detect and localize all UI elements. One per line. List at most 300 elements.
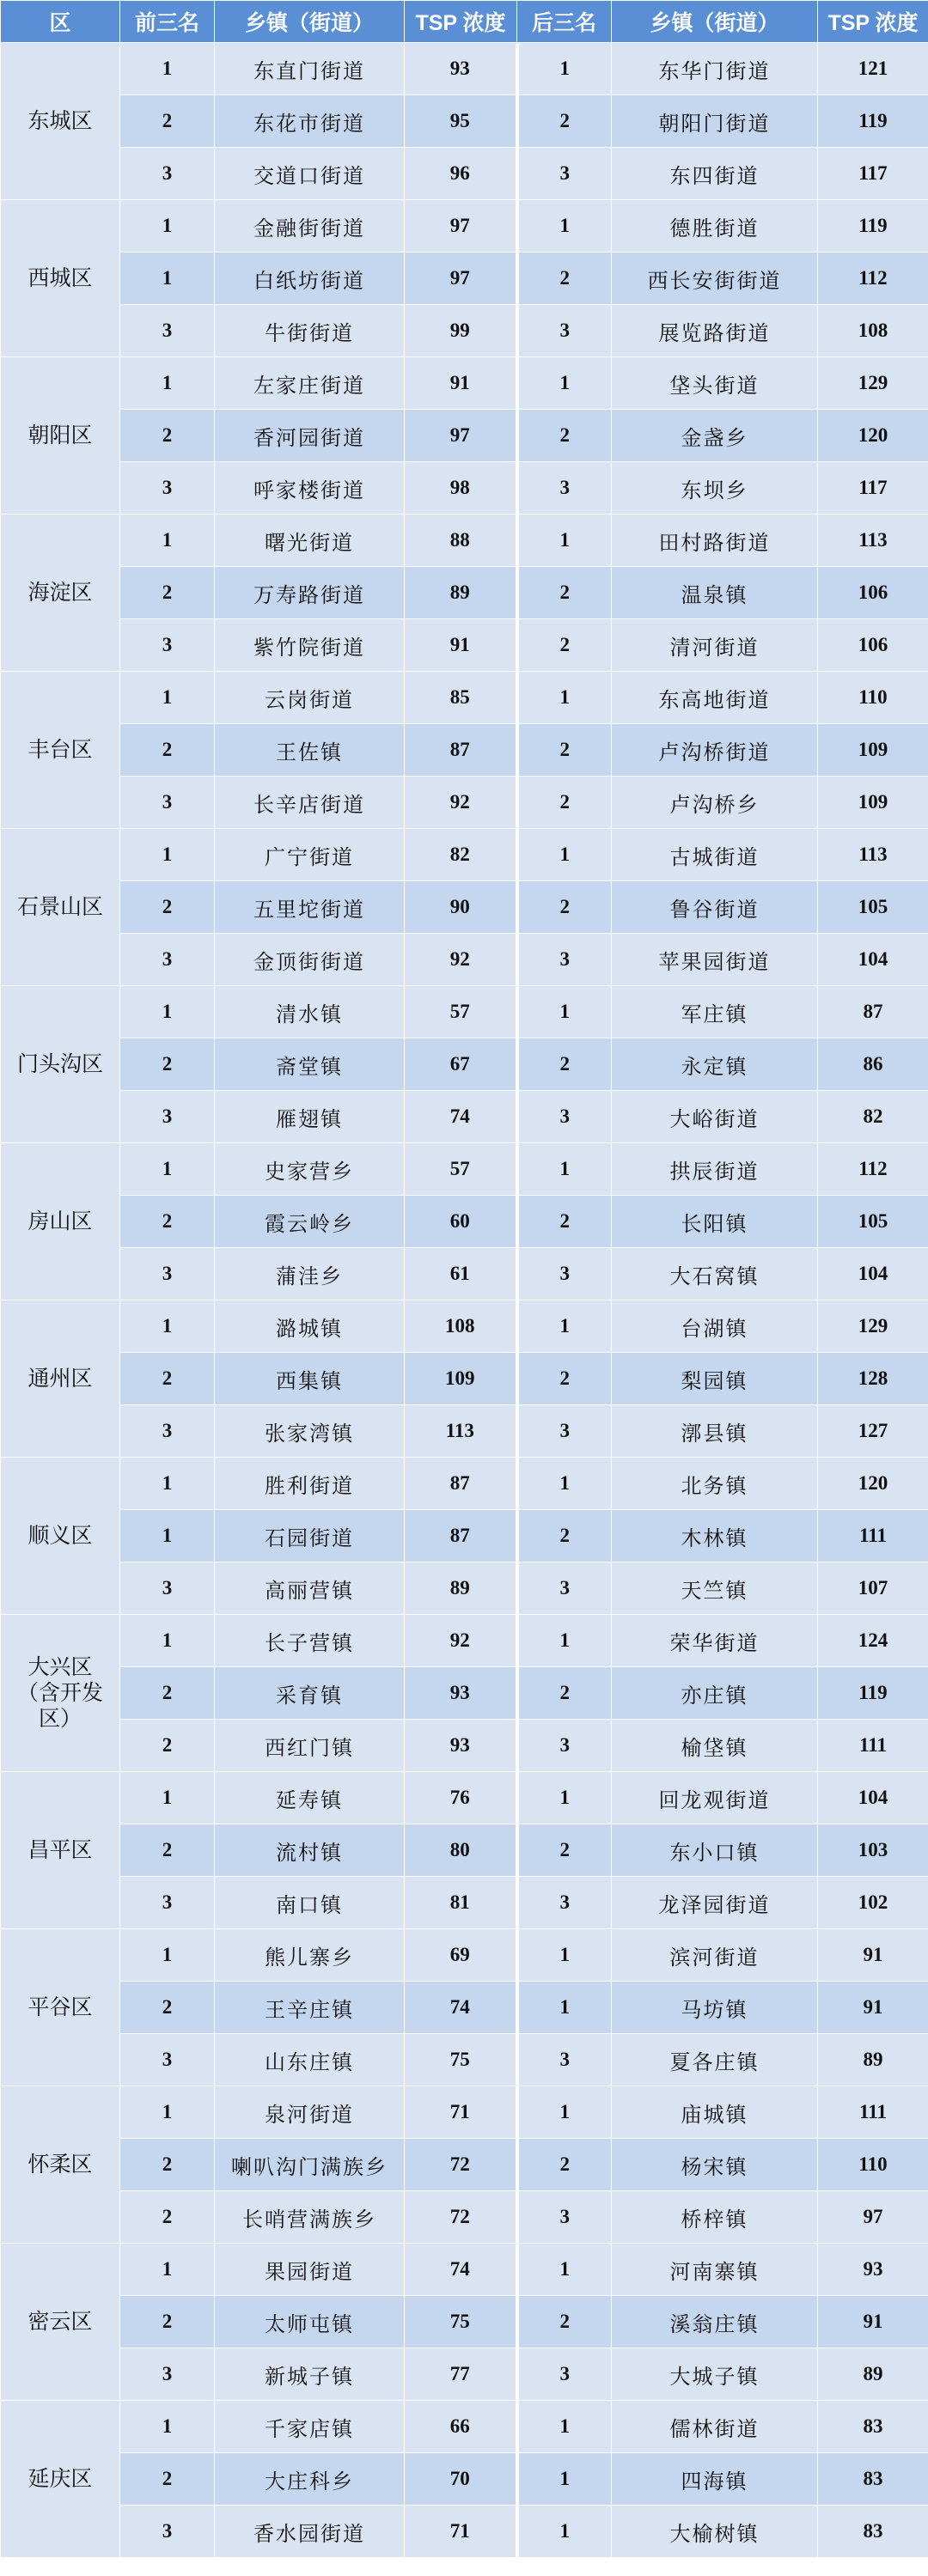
bottom-rank-cell: 2 [517,2139,612,2191]
top-rank-cell: 1 [120,2244,215,2296]
bottom-rank-cell: 3 [517,1720,612,1772]
district-name: 平谷区 [1,1929,120,2086]
top-tsp-cell: 95 [405,95,517,148]
bottom-tsp-cell: 120 [818,410,928,462]
bottom-rank-cell: 1 [517,2086,612,2139]
top-tsp-cell: 96 [405,148,517,200]
top-tsp-cell: 80 [405,1824,517,1877]
top-tsp-cell: 81 [405,1877,517,1929]
top-rank-cell: 2 [120,881,215,934]
top-town-cell: 呼家楼街道 [215,462,405,515]
table-row [1,2191,928,2244]
top-town-cell: 长辛店街道 [215,776,405,829]
top-rank-cell: 3 [120,462,215,515]
bottom-tsp-cell: 91 [818,2296,928,2348]
table-row [1,200,928,253]
top-rank-cell: 3 [120,934,215,986]
bottom-tsp-cell: 112 [818,1143,928,1196]
top-town-cell: 熊儿寨乡 [215,1929,405,1982]
top-town-cell: 白纸坊街道 [215,253,405,305]
bottom-town-cell: 古城街道 [612,829,818,881]
top-rank-cell: 3 [120,1248,215,1300]
top-town-cell: 金顶街街道 [215,934,405,986]
top-town-cell: 流村镇 [215,1824,405,1877]
table-row [1,1353,928,1405]
table-header [1,1,928,43]
top-rank-cell: 1 [120,253,215,305]
bottom-town-cell: 漷县镇 [612,1405,818,1458]
table-row [1,2348,928,2401]
top-town-cell: 西集镇 [215,1353,405,1405]
top-tsp-cell: 66 [405,2401,517,2453]
top-rank-cell: 1 [120,1458,215,1510]
bottom-tsp-cell: 93 [818,2244,928,2296]
top-tsp-cell: 85 [405,672,517,724]
table-row [1,1091,928,1143]
top-tsp-cell: 97 [405,253,517,305]
bottom-tsp-cell: 117 [818,462,928,515]
top-tsp-cell: 74 [405,1982,517,2034]
top-tsp-cell: 76 [405,1772,517,1824]
district-name: 西城区 [1,200,120,357]
top-town-cell: 胜利街道 [215,1458,405,1510]
top-town-cell: 新城子镇 [215,2348,405,2401]
bottom-town-cell: 永定镇 [612,1038,818,1091]
bottom-town-cell: 东华门街道 [612,43,818,95]
table-row [1,1929,928,1982]
bottom-town-cell: 金盏乡 [612,410,818,462]
table-row [1,357,928,410]
table-row [1,1667,928,1720]
bottom-tsp-cell: 111 [818,1720,928,1772]
top-town-cell: 泉河街道 [215,2086,405,2139]
top-rank-cell: 1 [120,200,215,253]
bottom-rank-cell: 1 [517,2506,612,2558]
top-tsp-cell: 87 [405,1510,517,1562]
top-rank-cell: 1 [120,1615,215,1667]
top-rank-cell: 2 [120,724,215,776]
top-tsp-cell: 93 [405,1720,517,1772]
bottom-tsp-cell: 89 [818,2034,928,2086]
district-name: 丰台区 [1,672,120,829]
table-row [1,2034,928,2086]
bottom-rank-cell: 1 [517,1458,612,1510]
table-row [1,724,928,776]
bottom-rank-cell: 3 [517,2034,612,2086]
bottom-tsp-cell: 111 [818,1510,928,1562]
top-rank-cell: 1 [120,1300,215,1353]
bottom-town-cell: 卢沟桥乡 [612,776,818,829]
bottom-tsp-cell: 104 [818,1772,928,1824]
top-town-cell: 五里坨街道 [215,881,405,934]
table-row [1,776,928,829]
table-row [1,253,928,305]
top-tsp-cell: 71 [405,2506,517,2558]
bottom-rank-cell: 2 [517,1353,612,1405]
top-rank-cell: 3 [120,1405,215,1458]
bottom-town-cell: 大城子镇 [612,2348,818,2401]
bottom-tsp-cell: 109 [818,724,928,776]
top-tsp-cell: 109 [405,1353,517,1405]
bottom-rank-cell: 2 [517,776,612,829]
table-body [1,43,928,2558]
top-town-cell: 雁翅镇 [215,1091,405,1143]
top-tsp-cell: 82 [405,829,517,881]
table-row [1,2453,928,2506]
bottom-rank-cell: 1 [517,2244,612,2296]
bottom-rank-cell: 1 [517,1982,612,2034]
top-tsp-cell: 57 [405,986,517,1038]
bottom-town-cell: 四海镇 [612,2453,818,2506]
top-town-cell: 蒲洼乡 [215,1248,405,1300]
top-tsp-cell: 91 [405,619,517,672]
top-town-cell: 万寿路街道 [215,567,405,619]
top-town-cell: 潞城镇 [215,1300,405,1353]
bottom-tsp-cell: 119 [818,95,928,148]
bottom-town-cell: 亦庄镇 [612,1667,818,1720]
bottom-town-cell: 德胜街道 [612,200,818,253]
bottom-rank-cell: 2 [517,567,612,619]
top-rank-cell: 1 [120,1929,215,1982]
top-town-cell: 南口镇 [215,1877,405,1929]
top-rank-cell: 2 [120,2139,215,2191]
top-rank-cell: 1 [120,1772,215,1824]
bottom-town-cell: 大榆树镇 [612,2506,818,2558]
table-row [1,515,928,567]
bottom-rank-cell: 3 [517,1248,612,1300]
top-tsp-cell: 74 [405,1091,517,1143]
district-name: 石景山区 [1,829,120,986]
table-row [1,1458,928,1510]
table-row [1,148,928,200]
bottom-town-cell: 回龙观街道 [612,1772,818,1824]
bottom-town-cell: 龙泽园街道 [612,1877,818,1929]
top-rank-cell: 2 [120,1038,215,1091]
bottom-town-cell: 桥梓镇 [612,2191,818,2244]
bottom-tsp-cell: 120 [818,1458,928,1510]
top-town-cell: 史家营乡 [215,1143,405,1196]
top-rank-cell: 2 [120,1720,215,1772]
bottom-tsp-cell: 112 [818,253,928,305]
top-town-cell: 喇叭沟门满族乡 [215,2139,405,2191]
top-town-cell: 清水镇 [215,986,405,1038]
table-row [1,881,928,934]
bottom-town-cell: 儒林街道 [612,2401,818,2453]
top-town-cell: 张家湾镇 [215,1405,405,1458]
top-town-cell: 广宁街道 [215,829,405,881]
bottom-town-cell: 田村路街道 [612,515,818,567]
table-row [1,305,928,357]
table-row [1,1300,928,1353]
district-name: 大兴区（含开发区） [1,1615,120,1772]
top-town-cell: 香水园街道 [215,2506,405,2558]
top-rank-cell: 2 [120,1196,215,1248]
bottom-tsp-cell: 91 [818,1929,928,1982]
bottom-tsp-cell: 89 [818,2348,928,2401]
top-tsp-cell: 91 [405,357,517,410]
top-town-cell: 云岗街道 [215,672,405,724]
table-row [1,1982,928,2034]
top-tsp-cell: 67 [405,1038,517,1091]
bottom-rank-cell: 2 [517,2296,612,2348]
bottom-rank-cell: 2 [517,619,612,672]
bottom-tsp-cell: 82 [818,1091,928,1143]
top-rank-cell: 3 [120,1562,215,1615]
district-name: 海淀区 [1,515,120,672]
bottom-town-cell: 马坊镇 [612,1982,818,2034]
header-row [1,1,928,43]
table-row [1,2296,928,2348]
bottom-tsp-cell: 104 [818,1248,928,1300]
bottom-rank-cell: 2 [517,1667,612,1720]
bottom-town-cell: 东高地街道 [612,672,818,724]
bottom-tsp-cell: 107 [818,1562,928,1615]
district-name: 密云区 [1,2244,120,2401]
bottom-rank-cell: 2 [517,881,612,934]
top-rank-cell: 1 [120,1143,215,1196]
bottom-town-cell: 西长安街街道 [612,253,818,305]
top-tsp-cell: 92 [405,776,517,829]
top-tsp-cell: 93 [405,43,517,95]
district-name: 房山区 [1,1143,120,1300]
table-row [1,410,928,462]
bottom-tsp-cell: 83 [818,2506,928,2558]
bottom-town-cell: 清河街道 [612,619,818,672]
bottom-town-cell: 长阳镇 [612,1196,818,1248]
bottom-town-cell: 北务镇 [612,1458,818,1510]
bottom-rank-cell: 1 [517,357,612,410]
bottom-tsp-cell: 111 [818,2086,928,2139]
bottom-town-cell: 朝阳门街道 [612,95,818,148]
bottom-town-cell: 拱辰街道 [612,1143,818,1196]
top-rank-cell: 1 [120,672,215,724]
bottom-town-cell: 杨宋镇 [612,2139,818,2191]
bottom-town-cell: 天竺镇 [612,1562,818,1615]
header-top-tsp: TSP 浓度 [405,1,517,43]
top-tsp-cell: 88 [405,515,517,567]
top-town-cell: 长哨营满族乡 [215,2191,405,2244]
top-town-cell: 斋堂镇 [215,1038,405,1091]
top-town-cell: 霞云岭乡 [215,1196,405,1248]
bottom-rank-cell: 2 [517,1196,612,1248]
top-rank-cell: 1 [120,515,215,567]
top-tsp-cell: 89 [405,1562,517,1615]
bottom-town-cell: 军庄镇 [612,986,818,1038]
bottom-town-cell: 河南寨镇 [612,2244,818,2296]
bottom-rank-cell: 3 [517,462,612,515]
top-town-cell: 果园街道 [215,2244,405,2296]
top-rank-cell: 3 [120,2348,215,2401]
top-town-cell: 曙光街道 [215,515,405,567]
bottom-rank-cell: 2 [517,724,612,776]
table-row [1,1562,928,1615]
bottom-rank-cell: 2 [517,95,612,148]
table-row [1,1772,928,1824]
bottom-tsp-cell: 129 [818,1300,928,1353]
top-tsp-cell: 113 [405,1405,517,1458]
table-row [1,986,928,1038]
bottom-tsp-cell: 105 [818,1196,928,1248]
table-row [1,1038,928,1091]
top-town-cell: 太师屯镇 [215,2296,405,2348]
bottom-rank-cell: 2 [517,410,612,462]
top-rank-cell: 2 [120,1353,215,1405]
top-rank-cell: 1 [120,2086,215,2139]
district-name: 门头沟区 [1,986,120,1143]
bottom-town-cell: 梨园镇 [612,1353,818,1405]
top-tsp-cell: 92 [405,1615,517,1667]
table-row [1,1510,928,1562]
table-row [1,1196,928,1248]
top-rank-cell: 1 [120,986,215,1038]
top-town-cell: 西红门镇 [215,1720,405,1772]
bottom-tsp-cell: 83 [818,2453,928,2506]
header-top-rank: 前三名 [120,1,215,43]
top-town-cell: 山东庄镇 [215,2034,405,2086]
bottom-rank-cell: 3 [517,148,612,200]
top-rank-cell: 2 [120,567,215,619]
top-rank-cell: 3 [120,2506,215,2558]
top-rank-cell: 1 [120,1510,215,1562]
bottom-tsp-cell: 83 [818,2401,928,2453]
top-town-cell: 紫竹院街道 [215,619,405,672]
bottom-town-cell: 榆垡镇 [612,1720,818,1772]
bottom-rank-cell: 3 [517,1091,612,1143]
top-town-cell: 交道口街道 [215,148,405,200]
top-tsp-cell: 57 [405,1143,517,1196]
bottom-rank-cell: 1 [517,1300,612,1353]
table-row [1,43,928,95]
table-row [1,672,928,724]
top-town-cell: 东直门街道 [215,43,405,95]
table-row [1,1824,928,1877]
bottom-town-cell: 展览路街道 [612,305,818,357]
top-rank-cell: 1 [120,2401,215,2453]
top-tsp-cell: 97 [405,200,517,253]
bottom-town-cell: 滨河街道 [612,1929,818,1982]
top-tsp-cell: 98 [405,462,517,515]
top-tsp-cell: 61 [405,1248,517,1300]
bottom-town-cell: 大石窝镇 [612,1248,818,1300]
top-tsp-cell: 74 [405,2244,517,2296]
top-rank-cell: 2 [120,1824,215,1877]
bottom-tsp-cell: 103 [818,1824,928,1877]
bottom-tsp-cell: 86 [818,1038,928,1091]
top-rank-cell: 2 [120,1667,215,1720]
bottom-rank-cell: 1 [517,43,612,95]
table-row [1,2086,928,2139]
top-town-cell: 牛街街道 [215,305,405,357]
bottom-tsp-cell: 91 [818,1982,928,2034]
bottom-tsp-cell: 129 [818,357,928,410]
bottom-town-cell: 鲁谷街道 [612,881,818,934]
bottom-tsp-cell: 127 [818,1405,928,1458]
top-rank-cell: 3 [120,1091,215,1143]
top-tsp-cell: 72 [405,2191,517,2244]
bottom-town-cell: 苹果园街道 [612,934,818,986]
table-row [1,2139,928,2191]
top-tsp-cell: 87 [405,1458,517,1510]
bottom-rank-cell: 2 [517,1824,612,1877]
bottom-town-cell: 荣华街道 [612,1615,818,1667]
top-tsp-cell: 75 [405,2296,517,2348]
top-town-cell: 延寿镇 [215,1772,405,1824]
top-rank-cell: 3 [120,776,215,829]
top-tsp-cell: 97 [405,410,517,462]
bottom-tsp-cell: 106 [818,619,928,672]
district-name: 顺义区 [1,1458,120,1615]
table-row [1,1720,928,1772]
top-tsp-cell: 72 [405,2139,517,2191]
district-name: 通州区 [1,1300,120,1458]
bottom-rank-cell: 3 [517,1877,612,1929]
top-rank-cell: 2 [120,2191,215,2244]
top-rank-cell: 2 [120,95,215,148]
bottom-tsp-cell: 113 [818,829,928,881]
bottom-town-cell: 木林镇 [612,1510,818,1562]
bottom-town-cell: 垡头街道 [612,357,818,410]
bottom-tsp-cell: 97 [818,2191,928,2244]
table-row [1,829,928,881]
top-tsp-cell: 70 [405,2453,517,2506]
bottom-tsp-cell: 119 [818,1667,928,1720]
bottom-tsp-cell: 102 [818,1877,928,1929]
bottom-tsp-cell: 110 [818,2139,928,2191]
header-district: 区 [1,1,120,43]
top-town-cell: 王佐镇 [215,724,405,776]
top-town-cell: 大庄科乡 [215,2453,405,2506]
top-tsp-cell: 60 [405,1196,517,1248]
bottom-rank-cell: 2 [517,1510,612,1562]
bottom-rank-cell: 3 [517,934,612,986]
bottom-rank-cell: 3 [517,2191,612,2244]
top-town-cell: 王辛庄镇 [215,1982,405,2034]
top-tsp-cell: 90 [405,881,517,934]
top-tsp-cell: 77 [405,2348,517,2401]
header-top-town: 乡镇（街道） [215,1,405,43]
bottom-town-cell: 卢沟桥街道 [612,724,818,776]
bottom-rank-cell: 1 [517,1615,612,1667]
table-row [1,2506,928,2558]
bottom-rank-cell: 1 [517,515,612,567]
bottom-tsp-cell: 124 [818,1615,928,1667]
district-name: 昌平区 [1,1772,120,1929]
bottom-rank-cell: 1 [517,1929,612,1982]
bottom-town-cell: 东坝乡 [612,462,818,515]
top-tsp-cell: 69 [405,1929,517,1982]
bottom-rank-cell: 1 [517,200,612,253]
table-row [1,1248,928,1300]
bottom-town-cell: 大峪街道 [612,1091,818,1143]
top-town-cell: 石园街道 [215,1510,405,1562]
table-row [1,1405,928,1458]
district-name: 朝阳区 [1,357,120,515]
bottom-town-cell: 溪翁庄镇 [612,2296,818,2348]
bottom-tsp-cell: 104 [818,934,928,986]
top-rank-cell: 3 [120,1877,215,1929]
top-rank-cell: 3 [120,2034,215,2086]
table-row [1,95,928,148]
bottom-town-cell: 夏各庄镇 [612,2034,818,2086]
top-rank-cell: 2 [120,2296,215,2348]
bottom-rank-cell: 1 [517,1143,612,1196]
top-tsp-cell: 92 [405,934,517,986]
top-rank-cell: 3 [120,305,215,357]
top-tsp-cell: 108 [405,1300,517,1353]
top-town-cell: 长子营镇 [215,1615,405,1667]
bottom-rank-cell: 3 [517,1405,612,1458]
bottom-rank-cell: 2 [517,1038,612,1091]
